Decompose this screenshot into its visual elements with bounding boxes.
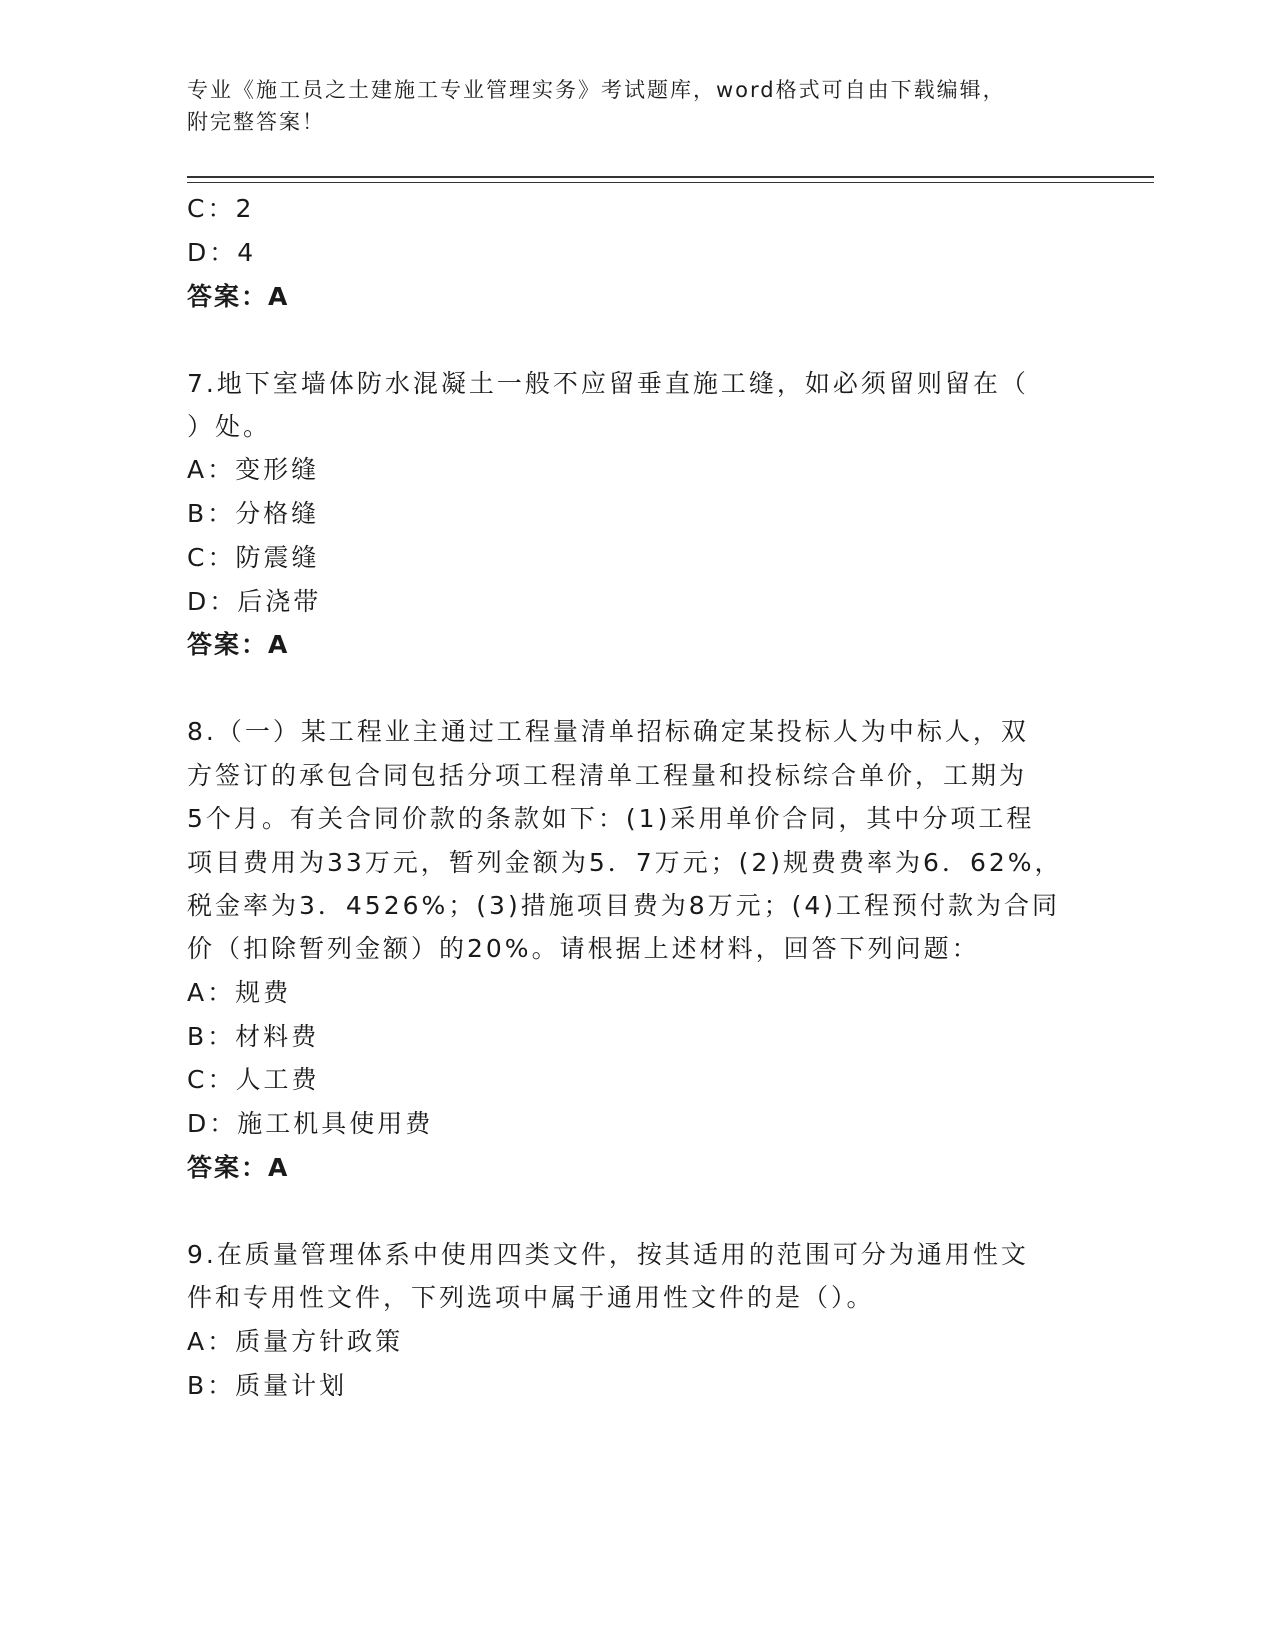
q7-option-c: C：防震缝 bbox=[187, 543, 320, 572]
header-line-2: 附完整答案！ bbox=[187, 110, 325, 134]
q9-option-b: B：质量计划 bbox=[187, 1371, 348, 1400]
q7-stem-line-2: ）处。 bbox=[187, 412, 272, 441]
document-header bbox=[187, 74, 1067, 138]
q8-option-c: C：人工费 bbox=[187, 1065, 320, 1094]
q7-option-b: B：分格缝 bbox=[187, 499, 320, 528]
q9-stem-line-1: 9.在质量管理体系中使用四类文件，按其适用的范围可分为通用性文 bbox=[187, 1240, 1029, 1269]
q7-answer: 答案：A bbox=[187, 630, 290, 659]
q8-stem-line-1: 8.（一）某工程业主通过工程量清单招标确定某投标人为中标人，双 bbox=[187, 717, 1029, 746]
q8-option-b: B：材料费 bbox=[187, 1022, 320, 1051]
q6-option-c: C：2 bbox=[187, 194, 255, 223]
q9-stem-line-2: 件和专用性文件，下列选项中属于通用性文件的是（）。 bbox=[187, 1283, 875, 1312]
q8-option-d: D：施工机具使用费 bbox=[187, 1109, 434, 1138]
q8-stem-line-4: 项目费用为33万元，暂列金额为5．7万元；(2)规费费率为6．62%， bbox=[187, 848, 1063, 877]
q8-answer: 答案：A bbox=[187, 1153, 290, 1182]
q7-stem-line-1: 7.地下室墙体防水混凝土一般不应留垂直施工缝，如必须留则留在（ bbox=[187, 369, 1029, 398]
q8-option-a: A：规费 bbox=[187, 978, 292, 1007]
q8-stem-line-3: 5个月。有关合同价款的条款如下：(1)采用单价合同，其中分项工程 bbox=[187, 804, 1035, 833]
q7-option-d: D：后浇带 bbox=[187, 587, 322, 616]
q6-answer: 答案：A bbox=[187, 282, 290, 311]
header-line-1: 专业《施工员之土建施工专业管理实务》考试题库，word格式可自由下载编辑， bbox=[187, 78, 1006, 102]
header-divider-thin bbox=[187, 182, 1154, 183]
q8-stem-line-5: 税金率为3．4526%；(3)措施项目费为8万元；(4)工程预付款为合同 bbox=[187, 891, 1061, 920]
q8-stem-line-6: 价（扣除暂列金额）的20%。请根据上述材料，回答下列问题： bbox=[187, 934, 980, 963]
q9-option-a: A：质量方针政策 bbox=[187, 1327, 404, 1356]
q7-option-a: A：变形缝 bbox=[187, 455, 320, 484]
q6-option-d: D：4 bbox=[187, 238, 257, 267]
header-divider-thick bbox=[187, 176, 1154, 178]
q8-stem-line-2: 方签订的承包合同包括分项工程清单工程量和投标综合单价，工期为 bbox=[187, 761, 1028, 790]
